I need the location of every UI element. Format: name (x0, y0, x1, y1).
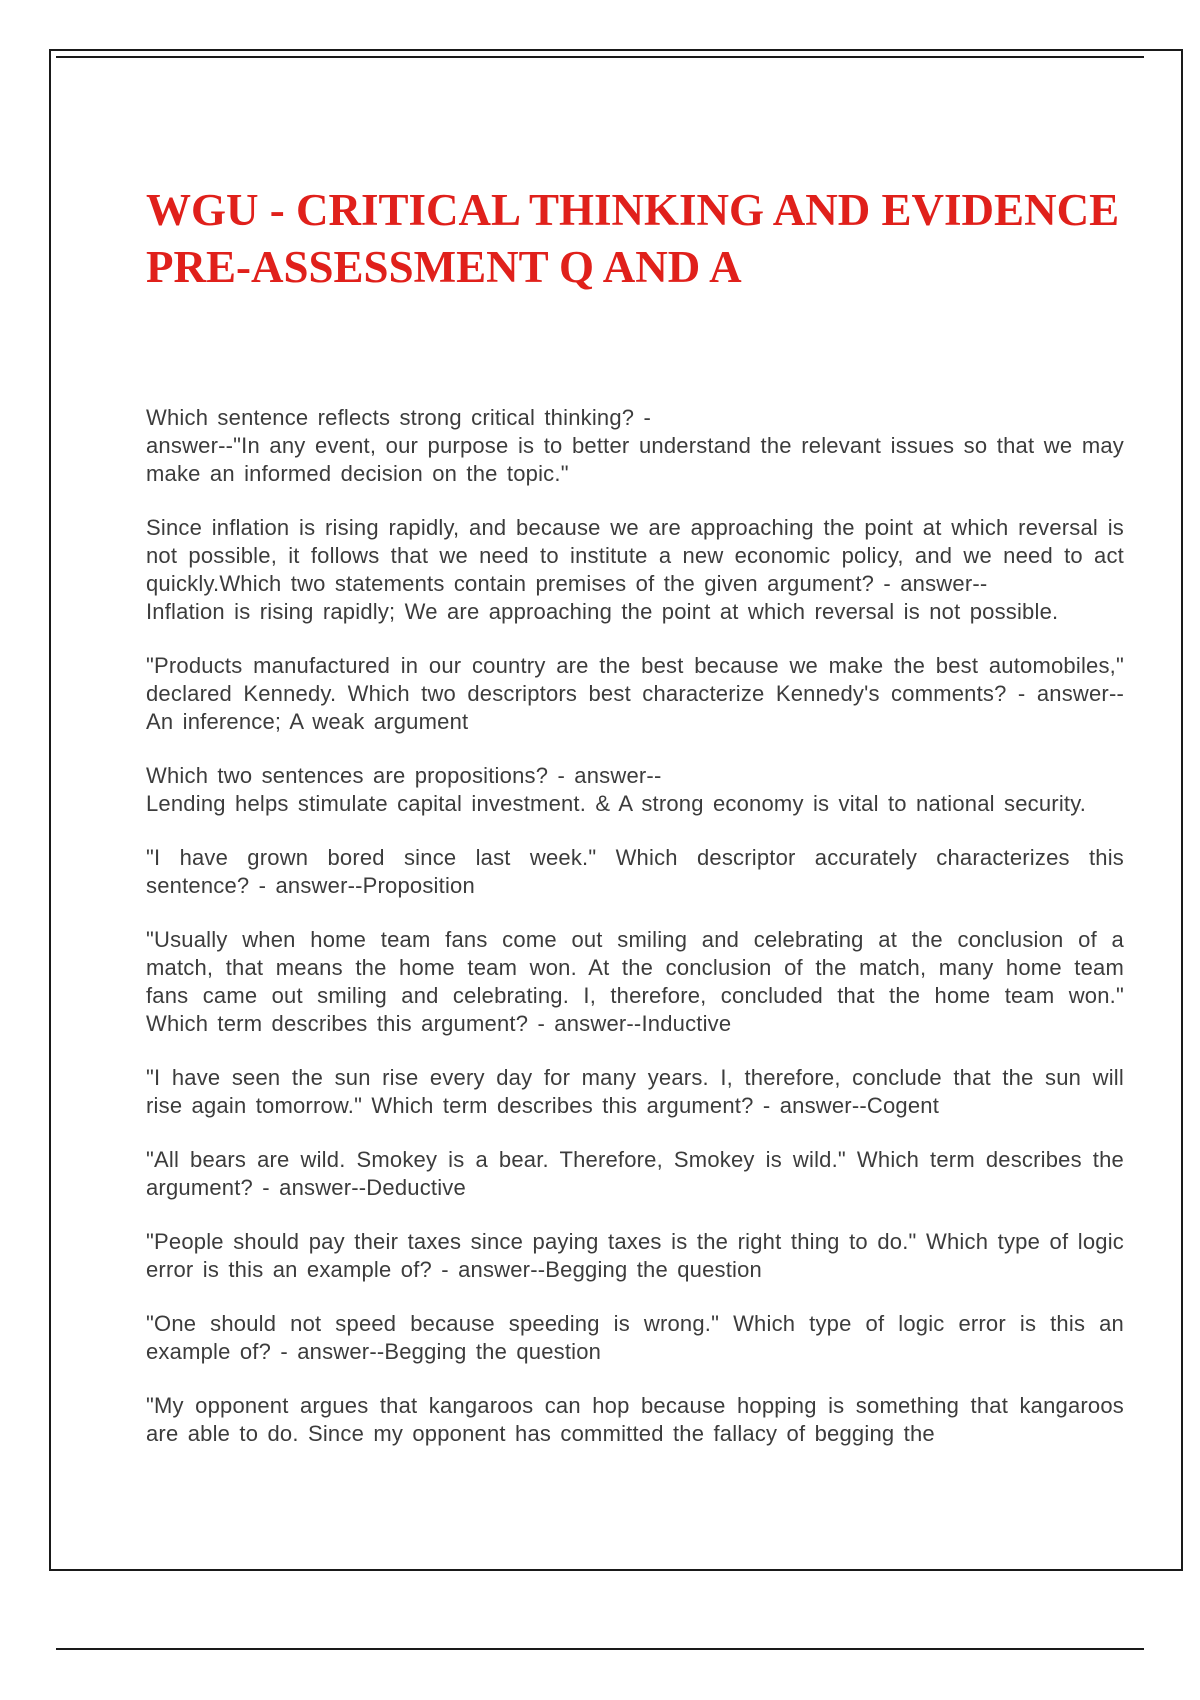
bottom-rule (56, 1648, 1144, 1650)
qa-item: "My opponent argues that kangaroos can hop because hopping is something that kangaroos are able to do. Since my opponent has committed the fallacy of begging the (146, 1393, 1124, 1446)
qa-item: "Products manufactured in our country are the best because we make the best automobiles," declared Kennedy. Which two descriptors best characterize Kennedy's comments? - answer--An inference; A weak argument (146, 653, 1124, 734)
qa-item: "People should pay their taxes since paying taxes is the right thing to do." Which type of logic error is this an example of? - answer--Begging the question (146, 1229, 1124, 1282)
qa-item: Which two sentences are propositions? - answer-- Lending helps stimulate capital investment. & A strong economy is vital to national security. (146, 763, 1087, 816)
top-rule (56, 56, 1144, 58)
document-title: WGU - CRITICAL THINKING AND EVIDENCE PRE-ASSESSMENT Q AND A (146, 185, 1120, 292)
qa-item: "I have grown bored since last week." Which descriptor accurately characterizes this sentence? - answer--Proposition (146, 845, 1124, 898)
qa-item: "Usually when home team fans come out smiling and celebrating at the conclusion of a match, that means the home team won. At the conclusion of the match, many home team fans came out smiling and celebrating. I, therefore, concluded that the home team won." Which term describes this argument? - answer--Inductive (146, 927, 1124, 1036)
qa-item: Since inflation is rising rapidly, and because we are approaching the point at which reversal is not possible, it follows that we need to institute a new economic policy, and we need to act quickly.Which two statements contain premises of the given argument? - answer-- Inflation is rising rapidly; We are approaching the point at which reversal is not possible. (146, 515, 1124, 624)
qa-item: "I have seen the sun rise every day for many years. I, therefore, conclude that the sun will rise again tomorrow." Which term describes this argument? - answer--Cogent (146, 1065, 1124, 1118)
qa-item: Which sentence reflects strong critical thinking? - answer--"In any event, our purpose is to better understand the relevant issues so that we may make an informed decision on the topic." (146, 405, 1124, 486)
qa-item: "One should not speed because speeding is wrong." Which type of logic error is this an example of? - answer--Begging the question (146, 1311, 1124, 1364)
qa-list (146, 404, 1124, 1474)
qa-item: "All bears are wild. Smokey is a bear. Therefore, Smokey is wild." Which term describes the argument? - answer--Deductive (146, 1147, 1124, 1200)
